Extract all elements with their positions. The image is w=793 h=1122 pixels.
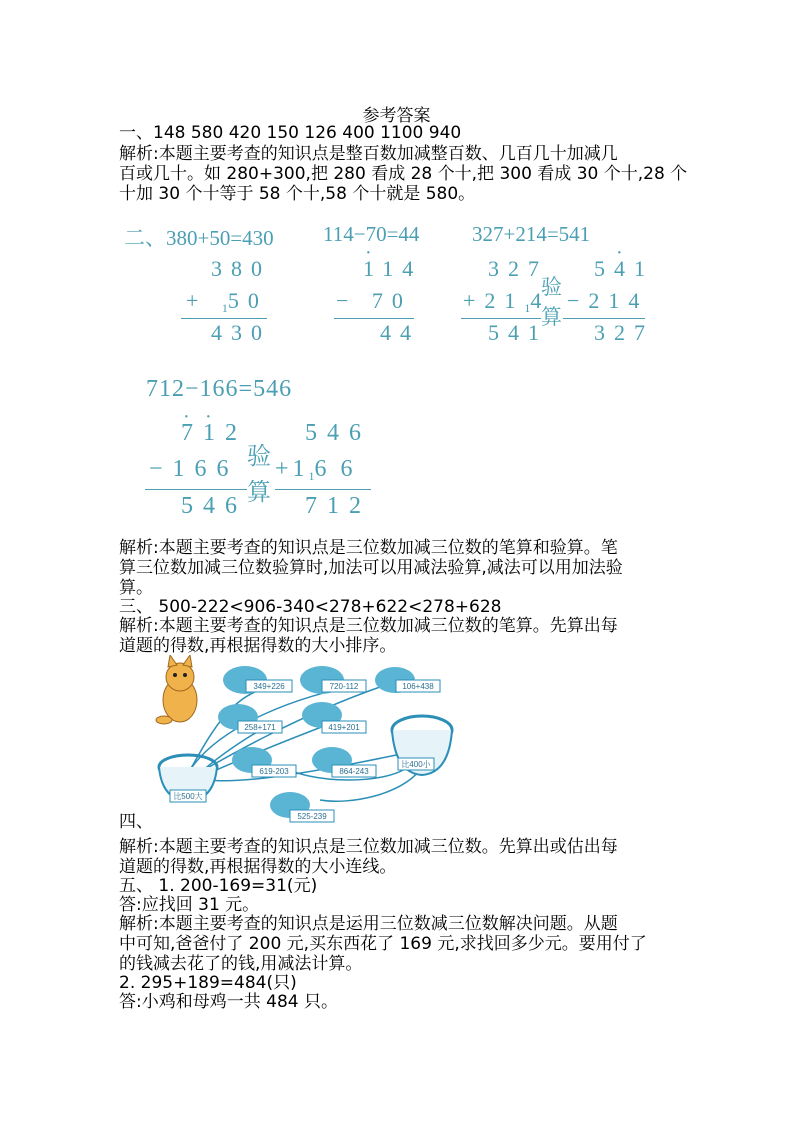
- fish-label-6: 619-203: [259, 767, 289, 776]
- c1-rule: [181, 318, 267, 319]
- c3-check-label-a: 验: [541, 275, 562, 299]
- s2-eq4: 712−166=546: [146, 376, 293, 402]
- basket-left-icon: [159, 755, 217, 802]
- c4-check-label-a: 验: [247, 442, 271, 470]
- c3-check-top: 5· 41: [594, 256, 654, 282]
- c4-check-mid: +116 6: [275, 456, 357, 483]
- basket-right-label: 比400小: [401, 760, 431, 769]
- s2-eq3: 327+214=541: [472, 222, 591, 246]
- s5-q1: 五、 1. 200-169=31(元): [119, 876, 318, 896]
- c3-res: 541: [488, 320, 548, 345]
- s1-answers: 一、148 580 420 150 126 400 1100 940: [119, 123, 462, 143]
- c4-check-res: 712: [305, 493, 371, 519]
- s5-analysis-1: 解析:本题主要考查的知识点是运用三位数减三位数解决问题。从题: [119, 914, 618, 934]
- c3-check-rule: [563, 318, 645, 319]
- c3-check-mid: −214: [567, 288, 649, 313]
- c2-mid: − 70: [336, 288, 412, 313]
- fish-1: [223, 666, 292, 694]
- c4-check-label-b: 算: [247, 478, 271, 506]
- c2-top: · 114: [363, 256, 422, 282]
- fish-8: [270, 792, 334, 822]
- fish-4: [218, 704, 282, 733]
- page-title: 参考答案: [362, 106, 431, 126]
- s2-analysis-1: 解析:本题主要考查的知识点是三位数加减三位数的笔算和验算。笔: [119, 538, 618, 558]
- s4-label: 四、: [119, 812, 153, 832]
- s5-a1: 答:应找回 31 元。: [119, 895, 260, 915]
- c1-top: 380: [211, 256, 271, 281]
- basket-right-icon: [392, 716, 452, 775]
- c3-mid: +2114: [463, 288, 551, 315]
- c3-top: 327: [488, 256, 548, 281]
- basket-left-label: 比500大: [173, 792, 203, 801]
- fish-7: [312, 747, 376, 777]
- fish-label-5: 419+201: [328, 723, 360, 732]
- fish-5: [302, 702, 366, 733]
- s5-q2: 2. 295+189=484(只): [119, 973, 297, 993]
- connection-lines: [190, 685, 420, 801]
- s5-a2: 答:小鸡和母鸡一共 484 只。: [119, 992, 338, 1012]
- fish-label-3: 106+438: [402, 682, 434, 691]
- fish-label-4: 258+171: [244, 723, 276, 732]
- s1-analysis-2: 百或几十。如 280+300,把 280 看成 28 个十,把 300 看成 30 个十,28 个: [119, 164, 688, 184]
- s2-eq2: 114−70=44: [323, 222, 420, 246]
- c3-rule: [461, 318, 541, 319]
- c4-check-top: 546: [305, 420, 371, 446]
- fish-label-8: 525-239: [297, 812, 327, 821]
- c2-rule: [334, 318, 414, 319]
- s2-analysis-3: 算。: [119, 578, 153, 598]
- c1-mid: + 150: [186, 288, 268, 315]
- c4-mid: −166: [149, 456, 239, 482]
- s5-analysis-3: 的钱减去花了的钱,用减法计算。: [119, 954, 363, 974]
- c4-borrow-dot-2: · 1: [203, 420, 225, 446]
- c3-check-borrow-dot: · 4: [614, 256, 634, 281]
- fish-6: [232, 747, 296, 777]
- fish-basket-illustration: [150, 655, 470, 825]
- s2-analysis-2: 算三位数加减三位数验算时,加法可以用减法验算,减法可以用加法验: [119, 558, 623, 578]
- fish-label-7: 864-243: [339, 767, 369, 776]
- c1-res: 430: [211, 320, 271, 345]
- s2-eq1: 二、380+50=430: [124, 226, 274, 250]
- fish-label-1: 349+226: [253, 682, 285, 691]
- c4-top: · 7· 12: [181, 420, 247, 447]
- c4-check-rule: [275, 489, 371, 490]
- c4-borrow-dot-1: · 7: [181, 420, 203, 446]
- c4-res: 546: [181, 493, 247, 519]
- fish-label-2: 720-112: [329, 682, 359, 691]
- s3-analysis-2: 道题的得数,再根据得数的大小排序。: [119, 636, 397, 656]
- c3-check-label-b: 算: [541, 305, 562, 329]
- c4-rule: [145, 489, 247, 490]
- fish-3: [375, 667, 440, 693]
- s5-analysis-2: 中可知,爸爸付了 200 元,买东西花了 169 元,求找回多少元。要用付了: [119, 934, 647, 954]
- c2-borrow-dot: · 1: [363, 256, 382, 281]
- s4-analysis-1: 解析:本题主要考查的知识点是三位数加减三位数。先算出或估出每: [119, 837, 618, 857]
- s3-answer: 三、 500-222<906-340<278+622<278+628: [119, 597, 502, 617]
- c3-check-res: 327: [594, 320, 654, 345]
- s1-analysis-3: 十加 30 个十等于 58 个十,58 个十就是 580。: [119, 184, 476, 204]
- c2-res: 44: [380, 320, 420, 345]
- cat-icon: [156, 655, 197, 724]
- s1-analysis-1: 解析:本题主要考查的知识点是整百数加减整百数、几百几十加减几: [119, 144, 618, 164]
- fish-2: [300, 666, 366, 694]
- s3-analysis-1: 解析:本题主要考查的知识点是三位数加减三位数的笔算。先算出每: [119, 616, 618, 636]
- s4-analysis-2: 道题的得数,再根据得数的大小连线。: [119, 857, 397, 877]
